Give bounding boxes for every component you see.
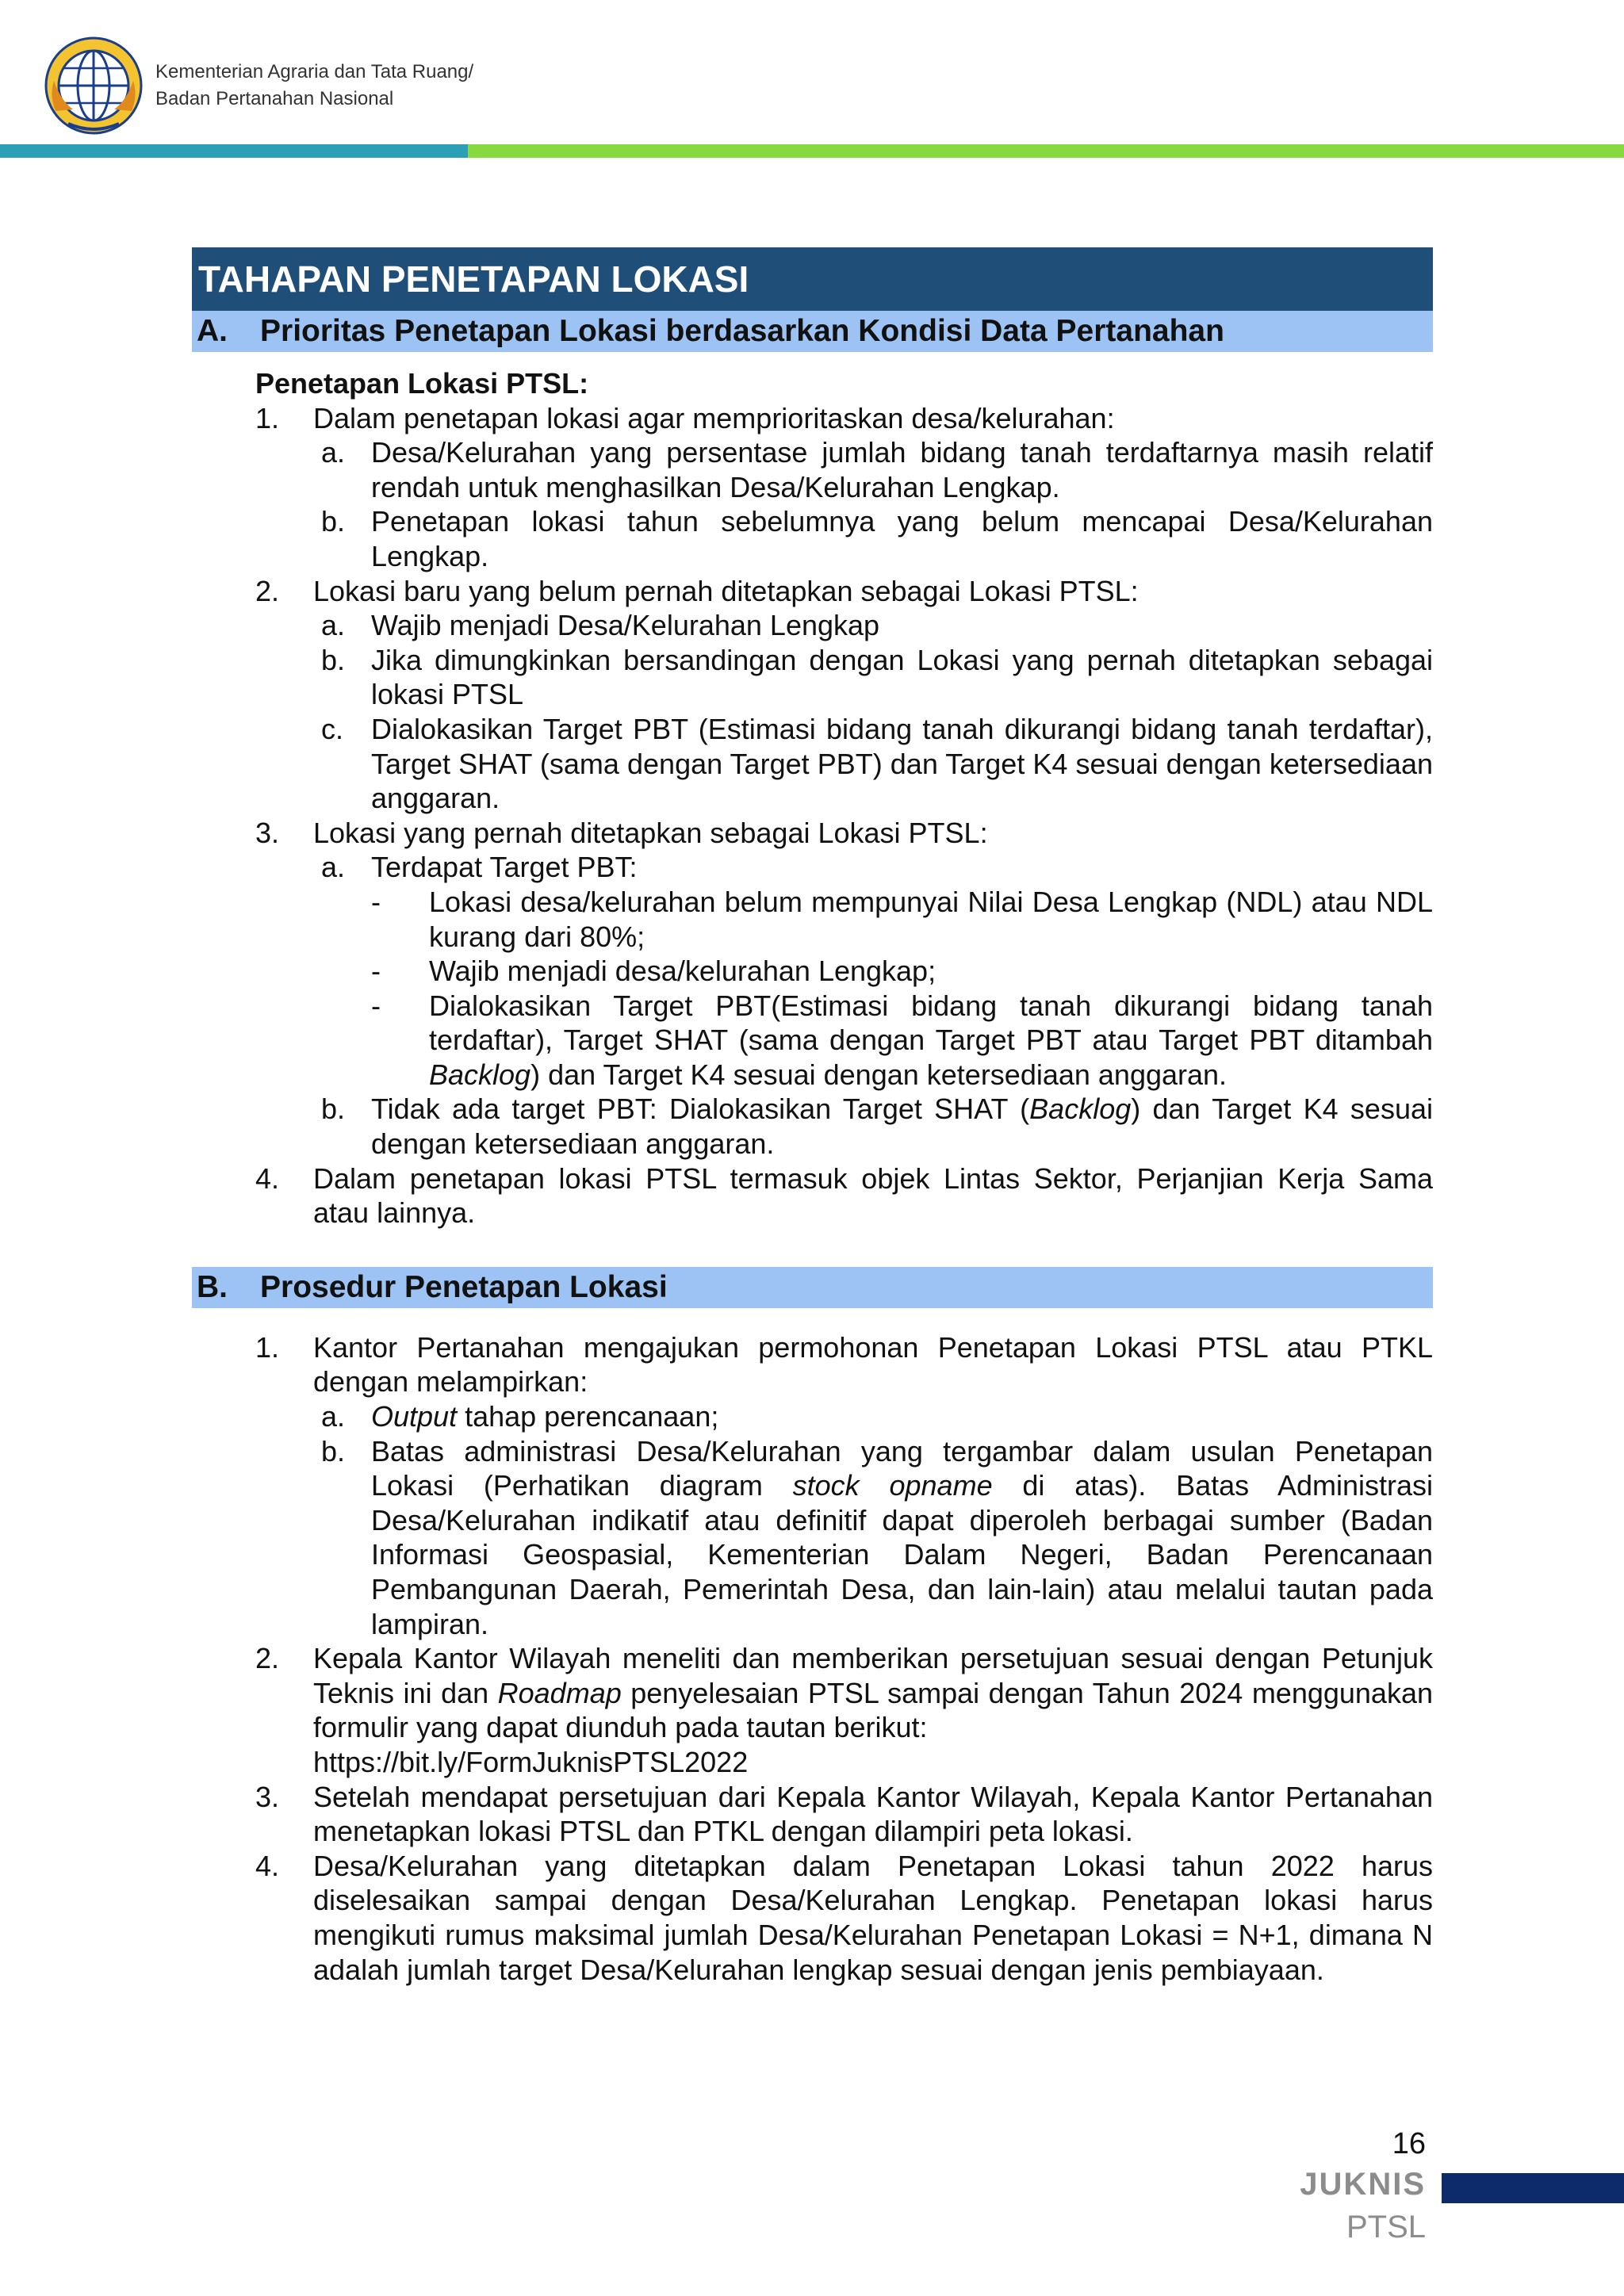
list-item <box>192 1849 1433 1987</box>
list-text: Lokasi baru yang belum pernah ditetapkan sebagai Lokasi PTSL: <box>313 574 1139 607</box>
text-run: Dialokasikan Target PBT(Estimasi bidang tanah dikurangi bidang tanah terdaftar), Target SHAT (sama dengan Target PBT atau Target PBT ditambah <box>429 989 1433 1057</box>
text-run: ) dan Target K4 sesuai dengan ketersediaan anggaran. <box>371 1093 1433 1161</box>
list-item <box>192 1780 1433 1849</box>
list-number: 2. <box>255 1642 280 1675</box>
sub-list-text: Terdapat Target PBT: <box>371 851 638 884</box>
list-number: 2. <box>255 574 280 607</box>
text-run: di atas). Batas Administrasi Desa/Kelurahan indikatif atau definitif dapat diperoleh berbagai sumber (Badan Informasi Geospasial, Kementerian Dalam Negeri, Badan Perencanaan Pembangunan Daerah, Pemerintah Desa, dan lain-lain) atau melalui tautan pada lampiran. <box>371 1469 1434 1640</box>
dash-list-text: Wajib menjadi desa/kelurahan Lengkap; <box>429 955 936 988</box>
header-band-teal <box>0 144 468 158</box>
sub-list-text: Jika dimungkinkan bersandingan dengan Lokasi yang pernah ditetapkan sebagai lokasi PTSL <box>371 643 1433 711</box>
sub-list-marker: b. <box>321 505 346 538</box>
organization-name <box>155 59 473 113</box>
text-run: penyelesaian PTSL sampai dengan Tahun 2024 menggunakan formulir yang dapat diunduh pada tautan berikut: <box>313 1676 1433 1744</box>
list-text: Desa/Kelurahan yang ditetapkan dalam Penetapan Lokasi tahun 2022 harus diselesaikan sampai dengan Desa/Kelurahan Lengkap. Penetapan lokasi harus mengikuti rumus maksimal jumlah Desa/Kelurahan Penetapan Lokasi = N+1, dimana N adalah jumlah target Desa/Kelurahan lengkap sesuai dengan jenis pembiayaan. <box>313 1849 1433 1986</box>
atr-bpn-logo-icon <box>38 32 149 143</box>
section-a-body <box>192 366 1433 1230</box>
dash-marker: - <box>371 885 381 918</box>
header-band-green <box>468 144 1624 158</box>
emphasis-stock-opname: stock opname <box>792 1469 993 1502</box>
sub-list-item <box>192 1399 1433 1434</box>
sub-list-marker: b. <box>321 1093 346 1126</box>
list-number: 1. <box>255 401 280 434</box>
page-number: 16 <box>1392 2127 1426 2160</box>
text-run: Batas administrasi Desa/Kelurahan yang tergambar dalam usulan Penetapan Lokasi (Perhatikan diagram <box>371 1434 1433 1502</box>
list-text: Kantor Pertanahan mengajukan permohonan Penetapan Lokasi PTSL atau PTKL dengan melampirkan: <box>313 1330 1433 1399</box>
list-text: Lokasi yang pernah ditetapkan sebagai Lokasi PTSL: <box>313 816 988 849</box>
list-text: Dalam penetapan lokasi PTSL termasuk objek Lintas Sektor, Perjanjian Kerja Sama atau lainnya. <box>313 1161 1433 1230</box>
list-number: 3. <box>255 816 280 849</box>
sub-list-item <box>192 712 1433 816</box>
list-text: Dalam penetapan lokasi agar memprioritaskan desa/kelurahan: <box>313 401 1115 434</box>
sub-list-marker: a. <box>321 609 346 642</box>
page-content <box>192 247 1433 1987</box>
section-a-heading <box>192 311 1433 352</box>
section-b-body <box>192 1330 1433 1987</box>
section-a-letter: A. <box>197 314 228 348</box>
page-header <box>0 0 1624 159</box>
spacer <box>192 1230 1433 1267</box>
sub-list-item <box>192 643 1433 712</box>
emphasis-output: Output <box>371 1400 458 1433</box>
sub-list-item <box>192 1092 1433 1161</box>
sub-list-text <box>371 1399 1433 1434</box>
dash-marker: - <box>371 989 381 1022</box>
sub-list-text: Wajib menjadi Desa/Kelurahan Lengkap <box>371 609 880 642</box>
org-line-1: Kementerian Agraria dan Tata Ruang/ <box>155 61 474 82</box>
spacer <box>192 1308 1433 1330</box>
list-number: 3. <box>255 1780 280 1813</box>
dash-list-item <box>192 954 1433 989</box>
list-item <box>192 1161 1433 1230</box>
sub-list-marker: a. <box>321 436 346 469</box>
sub-list-marker: a. <box>321 1400 346 1433</box>
text-run: Tidak ada target PBT: Dialokasikan Target SHAT ( <box>371 1093 1030 1126</box>
dash-list-text: Lokasi desa/kelurahan belum mempunyai Nilai Desa Lengkap (NDL) atau NDL kurang dari 80%; <box>429 885 1433 953</box>
subheading-penetapan: Penetapan Lokasi PTSL: <box>255 367 589 400</box>
sub-list-marker: b. <box>321 1434 346 1468</box>
sub-list-item <box>192 850 1433 885</box>
section-b-letter: B. <box>197 1269 228 1304</box>
footer-juknis: JUKNIS <box>1300 2167 1426 2202</box>
sub-list-text <box>371 1434 1433 1642</box>
sub-list-item <box>192 435 1433 504</box>
list-number: 4. <box>255 1161 280 1195</box>
org-line-2: Badan Pertanahan Nasional <box>155 88 394 109</box>
sub-list-text: Penetapan lokasi tahun sebelumnya yang belum mencapai Desa/Kelurahan Lengkap. <box>371 505 1433 572</box>
section-b-title: Prosedur Penetapan Lokasi <box>260 1269 668 1304</box>
text-run: tahap perencanaan; <box>457 1400 719 1433</box>
emphasis-backlog: Backlog <box>429 1058 531 1091</box>
sub-list-item <box>192 1434 1433 1642</box>
text-run: Kepala Kantor Wilayah meneliti dan memberikan persetujuan sesuai dengan Petunjuk Teknis ini dan <box>313 1642 1433 1709</box>
form-link[interactable]: https://bit.ly/FormJuknisPTSL2022 <box>313 1745 749 1778</box>
text-run: ) dan Target K4 sesuai dengan ketersediaan anggaran. <box>530 1058 1228 1091</box>
dash-marker: - <box>371 955 381 988</box>
footer-ptsl: PTSL <box>1346 2210 1426 2244</box>
list-item <box>192 816 1433 851</box>
list-number: 1. <box>255 1330 280 1364</box>
section-a-title: Prioritas Penetapan Lokasi berdasarkan Kondisi Data Pertanahan <box>260 314 1224 348</box>
section-b-heading <box>192 1267 1433 1308</box>
dash-list-item <box>192 885 1433 954</box>
dash-list-item <box>192 989 1433 1093</box>
emphasis-backlog: Backlog <box>1029 1093 1132 1126</box>
sub-list-item <box>192 504 1433 573</box>
list-item <box>192 574 1433 609</box>
list-item <box>192 1330 1433 1399</box>
list-number: 4. <box>255 1849 280 1882</box>
emphasis-roadmap: Roadmap <box>497 1676 622 1709</box>
sub-list-marker: b. <box>321 643 346 676</box>
sub-list-marker: c. <box>321 712 344 745</box>
list-text <box>313 1641 1433 1779</box>
list-item <box>192 401 1433 436</box>
list-text: Setelah mendapat persetujuan dari Kepala Kantor Wilayah, Kepala Kantor Pertanahan menetapkan lokasi PTSL dan PTKL dengan dilampiri peta lokasi. <box>313 1780 1433 1848</box>
sub-list-text: Dialokasikan Target PBT (Estimasi bidang tanah dikurangi bidang tanah terdaftar), Target SHAT (sama dengan Target PBT) dan Target K4 sesuai dengan ketersediaan anggaran. <box>371 712 1433 815</box>
sub-list-text <box>371 1092 1433 1161</box>
sub-list-marker: a. <box>321 851 346 884</box>
list-item <box>192 1641 1433 1779</box>
sub-list-text: Desa/Kelurahan yang persentase jumlah bidang tanah terdaftarnya masih relatif rendah untuk menghasilkan Desa/Kelurahan Lengkap. <box>371 436 1433 503</box>
page-title: TAHAPAN PENETAPAN LOKASI <box>192 247 1433 311</box>
footer-bar <box>1442 2173 1624 2203</box>
dash-list-text <box>429 989 1433 1093</box>
sub-list-item <box>192 608 1433 643</box>
